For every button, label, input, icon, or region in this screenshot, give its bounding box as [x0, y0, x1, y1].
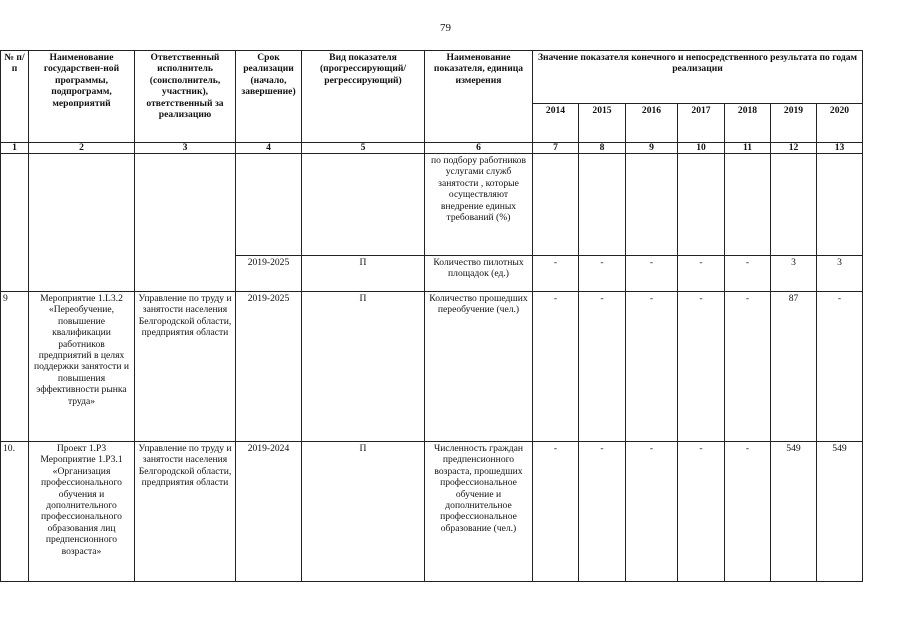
cell-indicator: Численность граждан предпенсионного возраста, прошедших профессиональное обучение и дополнительное профессиональное образование (чел.): [425, 442, 533, 582]
cell-period: [236, 154, 302, 256]
cell-value: [579, 154, 626, 256]
cell-value: -: [579, 256, 626, 292]
cell-name: [29, 154, 135, 292]
cell-value: 3: [817, 256, 863, 292]
col-number: 8: [579, 143, 626, 154]
cell-value: 549: [817, 442, 863, 582]
cell-value: [771, 154, 817, 256]
header-num: № п/п: [1, 51, 29, 143]
cell-type: П: [302, 442, 425, 582]
cell-value: -: [678, 256, 725, 292]
cell-executor: Управление по труду и занятости населения Белгородской области, предприятия области: [135, 292, 236, 442]
header-period: Срок реализации (начало, завершение): [236, 51, 302, 143]
header-year: 2015: [579, 104, 626, 143]
cell-value: 549: [771, 442, 817, 582]
cell-period: 2019-2024: [236, 442, 302, 582]
col-number: 5: [302, 143, 425, 154]
page-number: 79: [440, 22, 451, 34]
cell-value: [533, 154, 579, 256]
header-indicator: Наименование показателя, единица измерения: [425, 51, 533, 143]
cell-value: -: [817, 292, 863, 442]
cell-value: -: [533, 256, 579, 292]
col-number: 6: [425, 143, 533, 154]
cell-value: 3: [771, 256, 817, 292]
col-number: 11: [725, 143, 771, 154]
cell-name: Мероприятие 1.L3.2 «Переобучение, повышение квалификации работников предприятий в целях поддержки занятости и повышения эффективности рынка труда»: [29, 292, 135, 442]
table-row: [1, 442, 863, 582]
col-number: 4: [236, 143, 302, 154]
cell-value: -: [725, 292, 771, 442]
header-year: 2017: [678, 104, 725, 143]
cell-name: Проект 1.Р3 Мероприятие 1.Р3.1 «Организация профессионального обучения и дополнительного профессионального образования лиц предпенсионного возраста»: [29, 442, 135, 582]
cell-value: 87: [771, 292, 817, 442]
header-name: Наименование государствен-ной программы, подпрограмм, мероприятий: [29, 51, 135, 143]
cell-value: [626, 154, 678, 256]
col-number: 10: [678, 143, 725, 154]
header-year: 2020: [817, 104, 863, 143]
header-year: 2016: [626, 104, 678, 143]
cell-executor: [135, 154, 236, 292]
col-number: 2: [29, 143, 135, 154]
cell-value: [817, 154, 863, 256]
cell-value: -: [579, 442, 626, 582]
cell-value: -: [678, 292, 725, 442]
header-executor: Ответственный исполнитель (соисполнитель, участник), ответственный за реализацию: [135, 51, 236, 143]
indicators-table: [0, 50, 863, 582]
cell-value: -: [533, 292, 579, 442]
header-year: 2019: [771, 104, 817, 143]
cell-num: [1, 154, 29, 292]
cell-executor: Управление по труду и занятости населения Белгородской области, предприятия области: [135, 442, 236, 582]
cell-num: 10.: [1, 442, 29, 582]
cell-value: -: [579, 292, 626, 442]
cell-num: 9: [1, 292, 29, 442]
cell-value: -: [626, 292, 678, 442]
cell-value: -: [678, 442, 725, 582]
cell-value: -: [533, 442, 579, 582]
col-number: 1: [1, 143, 29, 154]
cell-value: -: [626, 442, 678, 582]
cell-period: 2019-2025: [236, 292, 302, 442]
cell-indicator: по подбору работников услугами служб занятости , которые осуществляют внедрение единых требований (%): [425, 154, 533, 256]
header-year: 2014: [533, 104, 579, 143]
cell-value: [678, 154, 725, 256]
col-number: 9: [626, 143, 678, 154]
header-values-group: Значение показателя конечного и непосредственного результата по годам реализации: [533, 51, 863, 104]
cell-value: -: [725, 256, 771, 292]
col-number: 12: [771, 143, 817, 154]
cell-value: [725, 154, 771, 256]
cell-type: П: [302, 256, 425, 292]
col-number: 3: [135, 143, 236, 154]
cell-period: 2019-2025: [236, 256, 302, 292]
header-year: 2018: [725, 104, 771, 143]
cell-indicator: Количество пилотных площадок (ед.): [425, 256, 533, 292]
table-row: [1, 154, 863, 256]
header-type: Вид показателя (прогрессирующий/ регрессирующий): [302, 51, 425, 143]
table-row: [1, 292, 863, 442]
cell-type: П: [302, 292, 425, 442]
col-number: 13: [817, 143, 863, 154]
cell-value: -: [626, 256, 678, 292]
cell-value: -: [725, 442, 771, 582]
cell-indicator: Количество прошедших переобучение (чел.): [425, 292, 533, 442]
cell-type: [302, 154, 425, 256]
col-number: 7: [533, 143, 579, 154]
